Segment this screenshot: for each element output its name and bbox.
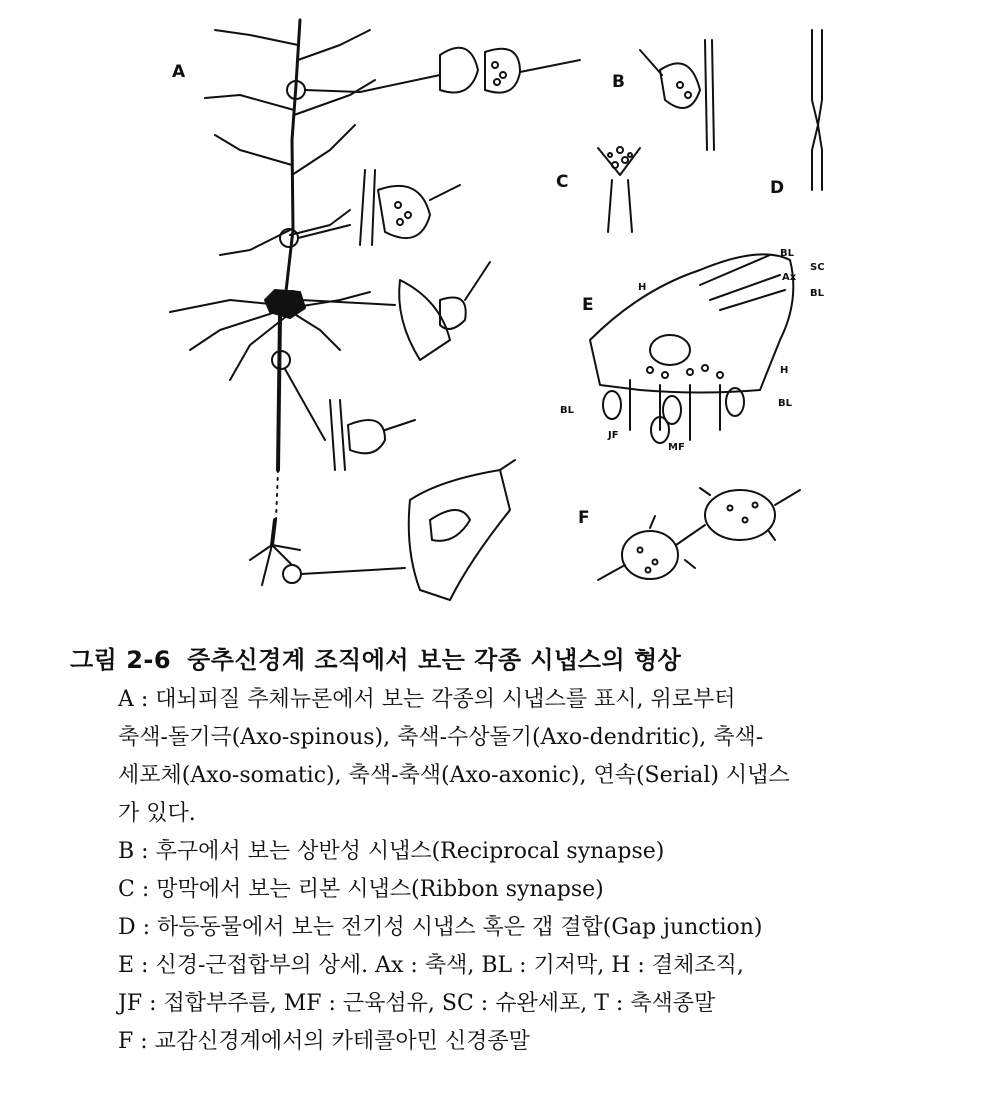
catecholamine-terminal-drawing xyxy=(598,488,800,580)
caption-line-a3: 세포체(Axo-somatic), 축색-축색(Axo-axonic), 연속(Serial) 시냅스 xyxy=(118,763,790,788)
axo-dendritic-inset xyxy=(360,170,460,245)
panel-letter-d: D xyxy=(770,178,785,198)
panel-letter-a: A xyxy=(172,62,186,82)
caption-line-a2: 축색-돌기극(Axo-spinous), 축색-수상돌기(Axo-dendritic), 축색- xyxy=(118,725,764,750)
neuromuscular-junction-drawing xyxy=(590,254,793,443)
panel-letter-e: E xyxy=(582,295,594,315)
figure-caption xyxy=(70,640,950,1061)
label-mf: MF xyxy=(668,442,685,453)
figure-title: 중추신경계 조직에서 보는 각종 시냅스의 형상 xyxy=(187,646,682,674)
caption-line-e2: JF : 접합부주름, MF : 근육섬유, SC : 슈완세포, T : 축색종말 xyxy=(118,991,716,1016)
label-ax: Ax xyxy=(782,272,797,283)
panel-letter-b: B xyxy=(612,72,625,92)
caption-line-c: C : 망막에서 보는 리본 시냅스(Ribbon synapse) xyxy=(118,877,604,902)
gap-junction-drawing xyxy=(812,30,822,190)
reciprocal-synapse-drawing xyxy=(640,40,714,150)
label-bl-1: BL xyxy=(780,248,794,259)
axo-axonic-inset xyxy=(330,400,415,470)
label-h-2: H xyxy=(780,365,789,376)
caption-line-d: D : 하등동물에서 보는 전기성 시냅스 혹은 갭 결합(Gap junction) xyxy=(118,915,763,940)
pyramidal-neuron xyxy=(170,20,405,585)
axo-spinous-inset xyxy=(360,48,580,93)
figure-number: 그림 2-6 xyxy=(70,646,172,674)
caption-line-a4: 가 있다. xyxy=(118,801,196,826)
panel-letter-f: F xyxy=(578,508,590,528)
label-h-1: H xyxy=(638,282,647,293)
serial-synapse-inset xyxy=(409,460,515,600)
label-bl-2: BL xyxy=(810,288,824,299)
label-jf: JF xyxy=(608,430,619,441)
caption-line-a1: A : 대뇌피질 추체뉴론에서 보는 각종의 시냅스를 표시, 위로부터 xyxy=(118,687,736,712)
panel-letter-c: C xyxy=(556,172,569,192)
caption-title xyxy=(70,640,950,675)
label-sc: SC xyxy=(810,262,825,273)
caption-line-f: F : 교감신경계에서의 카테콜아민 신경종말 xyxy=(118,1029,530,1054)
axo-somatic-inset xyxy=(399,262,490,360)
label-bl-4: BL xyxy=(778,398,792,409)
label-bl-3: BL xyxy=(560,405,574,416)
caption-line-e1: E : 신경-근접합부의 상세. Ax : 축색, BL : 기저막, H : 결체조직, xyxy=(118,953,744,978)
caption-line-b: B : 후구에서 보는 상반성 시냅스(Reciprocal synapse) xyxy=(118,839,665,864)
ribbon-synapse-drawing xyxy=(598,147,640,232)
